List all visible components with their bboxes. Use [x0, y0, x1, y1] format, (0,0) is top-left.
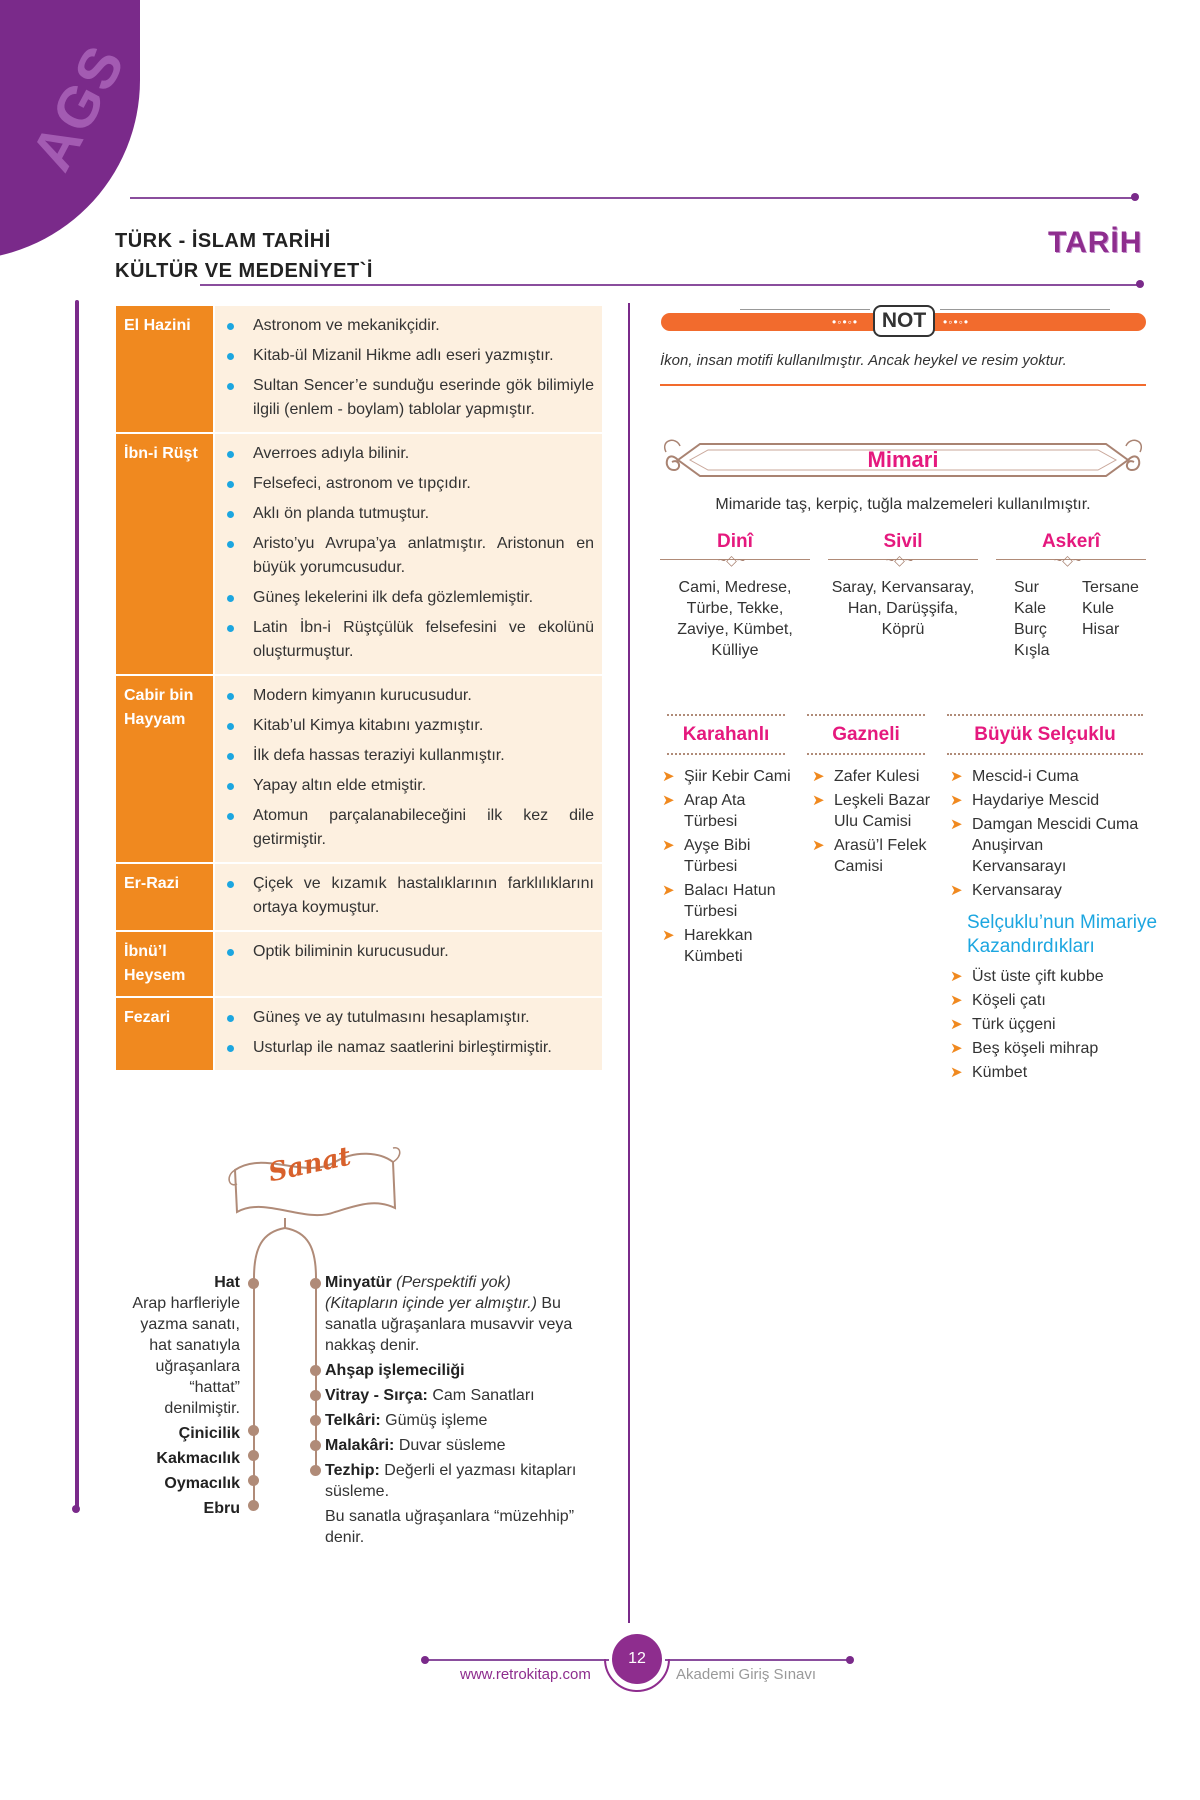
scientist-fact: Güneş ve ay tutulmasını hesaplamıştır.	[225, 1006, 594, 1030]
note-thin-rule-left	[740, 309, 870, 310]
scientist-fact: Optik biliminin kurucusudur.	[225, 940, 594, 964]
scientists-table	[116, 306, 602, 1072]
scientist-fact: Astronom ve mekanikçidir.	[225, 314, 594, 338]
sanat-bullet	[310, 1415, 321, 1426]
gazneli-rule-bottom	[807, 753, 925, 755]
sanat-tezhip-note: Bu sanatla uğraşanlara “müzehhip” denir.	[325, 1508, 575, 1546]
sanat-malakari	[325, 1435, 605, 1456]
page-title-line1: TÜRK - İSLAM TARİHİ	[115, 230, 331, 252]
left-margin-rule	[75, 300, 79, 1510]
note-thin-rule-right	[940, 309, 1110, 310]
footer-url[interactable]: www.retrokitap.com	[460, 1666, 591, 1683]
dini-ornament-icon: ~◇~	[718, 552, 746, 568]
scientist-name: İbnü’l Heysem	[116, 932, 213, 996]
scientist-name: Cabir bin Hayyam	[116, 676, 213, 862]
sanat-bullet	[248, 1450, 259, 1461]
sanat-minyatur-note2: (Kitapların içinde yer almıştır.)	[325, 1295, 537, 1312]
sanat-malakari-desc: Duvar süsleme	[394, 1437, 506, 1454]
selcuklu-item: ➤ Kervansaray	[950, 880, 1140, 901]
selcuklu-contributions-list	[950, 966, 1140, 1086]
column-divider	[628, 303, 630, 1623]
sanat-hat-desc: Arap harfleriyle	[132, 1295, 240, 1312]
sivil-line: Köprü	[881, 621, 925, 638]
karahanli-item: ➤ Balacı Hatun Türbesi	[662, 880, 802, 922]
sanat-vitray-desc: Cam Sanatları	[427, 1387, 535, 1404]
scientist-fact: Felsefeci, astronom ve tıpçıdır.	[225, 472, 594, 496]
scientist-fact: Güneş lekelerini ilk defa gözlemlemiştir.	[225, 586, 594, 610]
sanat-bullet	[310, 1465, 321, 1476]
sanat-left-list	[100, 1272, 240, 1519]
subheader-rule	[200, 284, 1140, 286]
karahanli-item: ➤ Harekkan Kümbeti	[662, 925, 802, 967]
footer-dot-right	[846, 1656, 854, 1664]
askeri-ornament-icon: ~◇~	[1054, 552, 1082, 568]
sanat-telkari	[325, 1410, 605, 1431]
mimari-title: Mimari	[867, 447, 939, 472]
sanat-minyatur-rest2: sanatla uğraşanlara musavvir veya nakkaş denir.	[325, 1316, 573, 1354]
sanat-telkari-title: Telkâri:	[325, 1412, 381, 1429]
sivil-line: Saray, Kervansaray,	[831, 579, 975, 596]
scientist-fact: Yapay altın elde etmiştir.	[225, 774, 594, 798]
selcuklu-subtitle-line2: Kazandırdıkları	[967, 936, 1095, 957]
selcuklu-rule-bottom	[947, 753, 1143, 755]
sivil-ornament-icon: ~◇~	[886, 552, 914, 568]
selcuklu-item: ➤ Damgan Mescidi Cuma Anuşirvan Kervansarayı	[950, 814, 1140, 877]
scientist-facts	[213, 676, 602, 862]
askeri-line: Kule	[1082, 600, 1115, 617]
askeri-list-left	[1014, 577, 1074, 661]
askeri-line: Tersane	[1082, 579, 1139, 596]
scientist-row	[116, 306, 602, 434]
sanat-right-list	[325, 1272, 605, 1548]
selcuklu-contributions-title	[967, 911, 1157, 959]
askeri-list-right	[1082, 577, 1152, 640]
sivil-title: Sivil	[883, 531, 923, 552]
scientist-facts	[213, 998, 602, 1070]
sanat-telkari-desc: Gümüş işleme	[380, 1412, 488, 1429]
karahanli-item: ➤ Arap Ata Türbesi	[662, 790, 802, 832]
gazneli-list	[812, 766, 952, 880]
subject-label: TARİH	[1048, 226, 1143, 259]
scientist-fact: Averroes adıyla bilinir.	[225, 442, 594, 466]
sanat-bullet	[248, 1425, 259, 1436]
scientist-fact: Kitab-ül Mizanil Hikme adlı eseri yazmıştır.	[225, 344, 594, 368]
mimari-description: Mimaride taş, kerpiç, tuğla malzemeleri kullanılmıştır.	[715, 496, 1091, 513]
scientist-fact: Çiçek ve kızamık hastalıklarının farklılıklarını ortaya koymuştur.	[225, 872, 594, 920]
selcuklu-list	[950, 766, 1140, 904]
karahanli-title: Karahanlı	[682, 724, 770, 745]
page-title	[115, 226, 373, 286]
dini-line: Türbe, Tekke,	[686, 600, 784, 617]
sanat-malakari-title: Malakâri:	[325, 1437, 395, 1454]
gazneli-title: Gazneli	[832, 724, 900, 745]
selcuklu-item: ➤ Mescid-i Cuma	[950, 766, 1140, 787]
sanat-minyatur-note: (Perspektifi yok)	[396, 1274, 511, 1291]
note-underline	[660, 384, 1146, 386]
sanat-bullet	[310, 1390, 321, 1401]
sanat-hat-desc: hat sanatıyla	[149, 1337, 240, 1354]
selcuklu-title: Büyük Selçuklu	[974, 724, 1116, 745]
scientist-fact: Aklı ön planda tutmuştur.	[225, 502, 594, 526]
selcuklu-contribution-item: ➤ Beş köşeli mihrap	[950, 1038, 1140, 1059]
sanat-branch	[240, 1218, 330, 1280]
scientist-facts	[213, 864, 602, 930]
sanat-tezhip-title: Tezhip:	[325, 1462, 380, 1479]
sanat-ahsap: Ahşap işlemeciliği	[325, 1362, 465, 1379]
subheader-rule-dot	[1136, 280, 1144, 288]
dini-list	[660, 577, 810, 661]
note-deco-left: •◦•◦•	[832, 315, 859, 329]
sanat-bullet	[248, 1475, 259, 1486]
sanat-hat-title: Hat	[214, 1274, 240, 1291]
sanat-hat-desc: “hattat”	[189, 1379, 240, 1396]
scientist-row	[116, 864, 602, 932]
scientist-facts	[213, 932, 602, 996]
sanat-vitray-title: Vitray - Sırça:	[325, 1387, 428, 1404]
footer-dot-left	[421, 1656, 429, 1664]
askeri-line: Kışla	[1014, 642, 1050, 659]
page-number: 12	[612, 1634, 662, 1684]
header-rule	[130, 197, 1135, 199]
sivil-list	[818, 577, 988, 640]
sanat-cinicilik: Çinicilik	[178, 1425, 240, 1442]
karahanli-item: ➤ Ayşe Bibi Türbesi	[662, 835, 802, 877]
dini-line: Cami, Medrese,	[678, 579, 792, 596]
sanat-ebru: Ebru	[203, 1500, 240, 1517]
sanat-title: Sanat	[265, 1141, 354, 1189]
selcuklu-contribution-item: ➤ Türk üçgeni	[950, 1014, 1140, 1035]
askeri-line: Burç	[1014, 621, 1047, 638]
header-rule-dot	[1131, 193, 1139, 201]
scientist-fact: Sultan Sencer’e sunduğu eserinde gök bilimiyle ilgili (enlem - boylam) tablolar yapmıştır.	[225, 374, 594, 422]
sanat-hat-desc: denilmiştir.	[164, 1400, 240, 1417]
scientist-fact: Aristo’yu Avrupa’ya anlatmıştır. Aristonun en büyük yorumcusudur.	[225, 532, 594, 580]
karahanli-item: ➤ Şiir Kebir Cami	[662, 766, 802, 787]
karahanli-list	[662, 766, 802, 970]
selcuklu-contribution-item: ➤ Kümbet	[950, 1062, 1140, 1083]
gazneli-rule-top	[807, 714, 925, 716]
selcuklu-item: ➤ Haydariye Mescid	[950, 790, 1140, 811]
scientist-fact: İlk defa hassas teraziyi kullanmıştır.	[225, 744, 594, 768]
sivil-line: Han, Darüşşifa,	[847, 600, 959, 617]
scientist-fact: Usturlap ile namaz saatlerini birleştirmiştir.	[225, 1036, 594, 1060]
sanat-hat-desc: yazma sanatı,	[140, 1316, 240, 1333]
sanat-bullet	[310, 1278, 321, 1289]
askeri-title: Askerî	[1041, 531, 1101, 552]
gazneli-item: ➤ Arasü’l Felek Camisi	[812, 835, 952, 877]
selcuklu-contribution-item: ➤ Köşeli çatı	[950, 990, 1140, 1011]
sanat-minyatur-title: Minyatür	[325, 1274, 392, 1291]
scientist-fact: Modern kimyanın kurucusudur.	[225, 684, 594, 708]
scientist-facts	[213, 306, 602, 432]
sanat-kakmacilik: Kakmacılık	[156, 1450, 240, 1467]
scientist-facts	[213, 434, 602, 674]
footer-rule-left	[424, 1659, 609, 1661]
page-title-line2: KÜLTÜR VE MEDENİYET`İ	[115, 260, 373, 282]
dini-line: Külliye	[711, 642, 759, 659]
note-deco-right: •◦•◦•	[943, 315, 970, 329]
sanat-bullet	[248, 1500, 259, 1511]
askeri-line: Sur	[1014, 579, 1039, 596]
scientist-row	[116, 676, 602, 864]
sanat-minyatur	[325, 1272, 605, 1356]
dini-title: Dinî	[717, 531, 753, 552]
footer-rule-right	[665, 1659, 850, 1661]
sanat-tezhip	[325, 1460, 605, 1502]
note-text: İkon, insan motifi kullanılmıştır. Ancak heykel ve resim yoktur.	[660, 352, 1067, 369]
sanat-minyatur-rest1: Bu	[536, 1295, 561, 1312]
sanat-oymacilik: Oymacılık	[164, 1475, 240, 1492]
dini-line: Zaviye, Kümbet,	[677, 621, 793, 638]
corner-logo-text: AGS	[18, 34, 139, 181]
askeri-line: Kale	[1014, 600, 1047, 617]
karahanli-rule-bottom	[667, 753, 785, 755]
sanat-hat-desc: uğraşanlara	[155, 1358, 240, 1375]
scientist-name: El Hazini	[116, 306, 213, 432]
scientist-name: Fezari	[116, 998, 213, 1070]
sanat-bullet	[248, 1278, 259, 1289]
scientist-name: Er-Razi	[116, 864, 213, 930]
scientist-row	[116, 932, 602, 998]
scientist-row	[116, 434, 602, 676]
sanat-vitray	[325, 1385, 605, 1406]
scientist-row	[116, 998, 602, 1072]
gazneli-item: ➤ Leşkeli Bazar Ulu Camisi	[812, 790, 952, 832]
sanat-tezhip-desc: Değerli el yazması kitapları süsleme.	[325, 1462, 577, 1500]
sanat-bullet	[310, 1365, 321, 1376]
selcuklu-contribution-item: ➤ Üst üste çift kubbe	[950, 966, 1140, 987]
note-badge: NOT	[873, 305, 935, 337]
askeri-line: Hisar	[1082, 621, 1120, 638]
scientist-name: İbn-i Rüşt	[116, 434, 213, 674]
selcuklu-subtitle-line1: Selçuklu’nun Mimariye	[967, 912, 1158, 933]
left-margin-dot	[72, 1505, 80, 1513]
karahanli-rule-top	[667, 714, 785, 716]
gazneli-item: ➤ Zafer Kulesi	[812, 766, 952, 787]
scientist-fact: Atomun parçalanabileceğini ilk kez dile getirmiştir.	[225, 804, 594, 852]
sanat-bullet	[310, 1440, 321, 1451]
selcuklu-rule-top	[947, 714, 1143, 716]
footer-exam-name: Akademi Giriş Sınavı	[676, 1666, 817, 1683]
scientist-fact: Latin İbn-i Rüştçülük felsefesini ve ekolünü oluşturmuştur.	[225, 616, 594, 664]
scientist-fact: Kitab’ul Kimya kitabını yazmıştır.	[225, 714, 594, 738]
